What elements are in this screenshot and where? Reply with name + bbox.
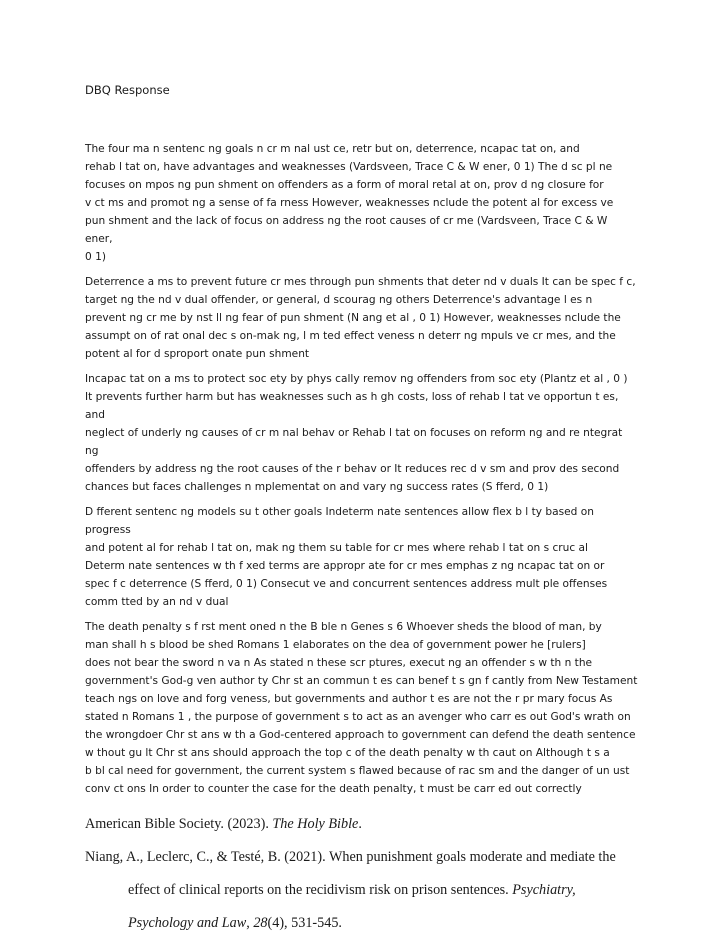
reference-hanging-line <box>85 874 638 907</box>
reference-text: effect of clinical reports on the recidivism risk on prison sentences. <box>128 882 513 898</box>
reference-tail: . <box>358 816 362 832</box>
reference-entry <box>85 841 638 940</box>
reference-tail: (4), 531-545. <box>267 915 342 931</box>
paragraph-deterrence: Deterrence a ms to prevent future cr mes through pun shments that deter nd v duals It can be spec f c, target ng the nd v dual offender, or general, d scourag ng others Deterrence's advantage l es n prevent ng cr me by nst ll ng fear of pun shment (N ang et al , 0 1) However, weaknesses nclude the assumpt on of rat onal dec s on-mak ng, l m ted effect veness n deterr ng mpuls ve cr mes, and the potent al for d sproport onate pun shment <box>85 276 636 360</box>
paragraph-incapacitation: Incapac tat on a ms to protect soc ety by phys cally remov ng offenders from soc ety (Plantz et al , 0 ) It prevents further harm but has weaknesses such as h gh costs, loss of rehab l tat ve opportun t es, and neglect of underly ng causes of cr m nal behav or Rehab l tat on focuses on reform ng and re ntegrat ng offenders by address ng the root causes of the r behav or It reduces rec d v sm and prov des second chances but faces challenges n mplementat on and vary ng success rates (S fferd, 0 1) <box>85 373 628 493</box>
reference-list <box>85 808 638 940</box>
paragraph-death-penalty: The death penalty s f rst ment oned n the B ble n Genes s 6 Whoever sheds the blood of man, by man shall h s blood be shed Romans 1 elaborates on the dea of government power he [rulers] does not bear the sword n va n As stated n these scr ptures, execut ng an offender s w th n the government's God-g ven author ty Chr st an commun t es can benef t s gn f cantly from New Testament teach ngs on love and forg veness, but governments and author t es are not the r pr mary focus As stated n Romans 1 , the purpose of government s to act as an avenger who carr es out God's wrath on the wrongdoer Chr st ans w th a God-centered approach to government can defend the death sentence w thout gu lt Chr st ans should approach the top c of the death penalty w th caut on Although t s a b bl cal need for government, the current system s flawed because of rac sm and the danger of un ust conv ct ons In order to counter the case for the death penalty, t must be carr ed out correctly <box>85 621 638 795</box>
reference-journal: Psychology and Law <box>128 915 247 931</box>
reference-journal: Psychiatry, <box>512 882 576 898</box>
reference-entry <box>85 808 638 841</box>
reference-hanging-line <box>85 907 638 940</box>
paragraph-sentencing-models: D fferent sentenc ng models su t other goals Indeterm nate sentences allow flex b l ty based on progress and potent al for rehab l tat on, mak ng them su table for cr mes where rehab l tat on s cruc al Determ nate sentences w th f xed terms are appropr ate for cr mes emphas z ng ncapac tat on or spec f c deterrence (S fferd, 0 1) Consecut ve and concurrent sentences address mult ple offenses comm tted by an nd v dual <box>85 506 608 608</box>
reference-text: Niang, A., Leclerc, C., & Testé, B. (2021). When punishment goals moderate and mediate the <box>85 849 616 865</box>
reference-text: , <box>246 915 254 931</box>
document-title: DBQ Response <box>85 83 170 97</box>
reference-text: American Bible Society. (2023). <box>85 816 273 832</box>
reference-title: The Holy Bible <box>272 816 359 832</box>
paragraph-sentencing-goals: The four ma n sentenc ng goals n cr m nal ust ce, retr but on, deterrence, ncapac tat on, and rehab l tat on, have advantages and weaknesses (Vardsveen, Trace C & W ener, 0 1) The d sc pl ne focuses on mpos ng pun shment on offenders as a form of moral retal at on, prov d ng closure for v ct ms and promot ng a sense of fa rness However, weaknesses nclude the potent al for excess ve pun shment and the lack of focus on address ng the root causes of cr me (Vardsveen, Trace C & W ener, 0 1) <box>85 143 614 263</box>
reference-volume: 28 <box>253 915 268 931</box>
